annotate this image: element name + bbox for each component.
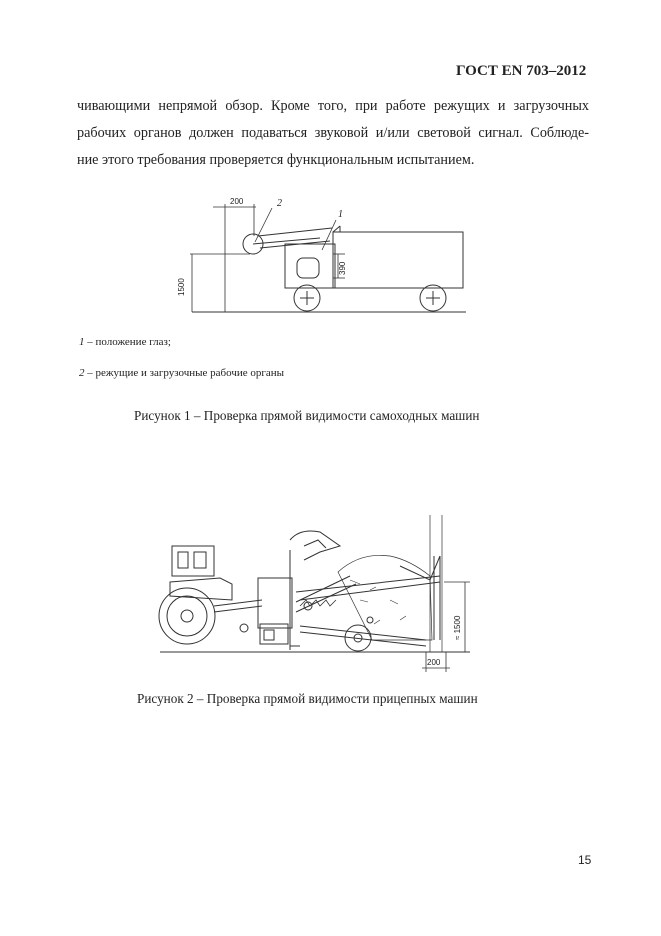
legend-item-2: 2 – режущие и загрузочные рабочие органы xyxy=(79,367,285,379)
tractor-hood xyxy=(170,578,232,600)
tractor-rear-wheel xyxy=(159,588,215,644)
figure-1-caption: Рисунок 1 – Проверка прямой видимости самоходных машин xyxy=(134,408,480,423)
drawbar xyxy=(214,600,262,606)
tractor-cab xyxy=(172,546,214,576)
machine-body xyxy=(333,232,463,288)
dim-label-200: 200 xyxy=(427,658,441,667)
paragraph-line: ние этого требования проверяется функциональным испытанием. xyxy=(77,152,475,168)
dim-label-1500: 1500 xyxy=(177,278,186,296)
rear-wheel xyxy=(420,285,446,311)
paragraph-line: чивающими непрямой обзор. Кроме того, при работе режущих и загрузочных xyxy=(77,98,589,114)
paragraph-line: рабочих органов должен подаваться звуковой и/или световой сигнал. Соблюде- xyxy=(77,125,589,141)
control-box xyxy=(258,578,292,628)
cab-window xyxy=(297,258,319,278)
conveyor xyxy=(296,576,350,602)
machine-wheel xyxy=(345,625,371,651)
callout-1: 1 xyxy=(338,209,343,220)
eye-position-marker xyxy=(243,234,263,254)
chute xyxy=(290,531,340,560)
page-number: 15 xyxy=(578,853,592,867)
cab-body xyxy=(285,244,335,288)
material-pile xyxy=(338,555,432,640)
figure-2-caption: Рисунок 2 – Проверка прямой видимости прицепных машин xyxy=(137,691,478,706)
main-beam xyxy=(296,576,440,592)
body-paragraph xyxy=(77,93,589,174)
dim-label-1500: ≈ 1500 xyxy=(453,615,462,640)
dim-label-390: 390 xyxy=(338,261,347,275)
front-wheel xyxy=(294,285,320,311)
boom-arm xyxy=(258,228,332,236)
legend-item-1: 1 – положение глаз; xyxy=(79,336,171,348)
boom-arm xyxy=(260,241,330,248)
dim-label-200: 200 xyxy=(230,197,244,206)
document-header: ГОСТ EN 703–2012 xyxy=(456,63,587,79)
boom-arm xyxy=(253,238,320,244)
callout-2: 2 xyxy=(277,198,282,209)
